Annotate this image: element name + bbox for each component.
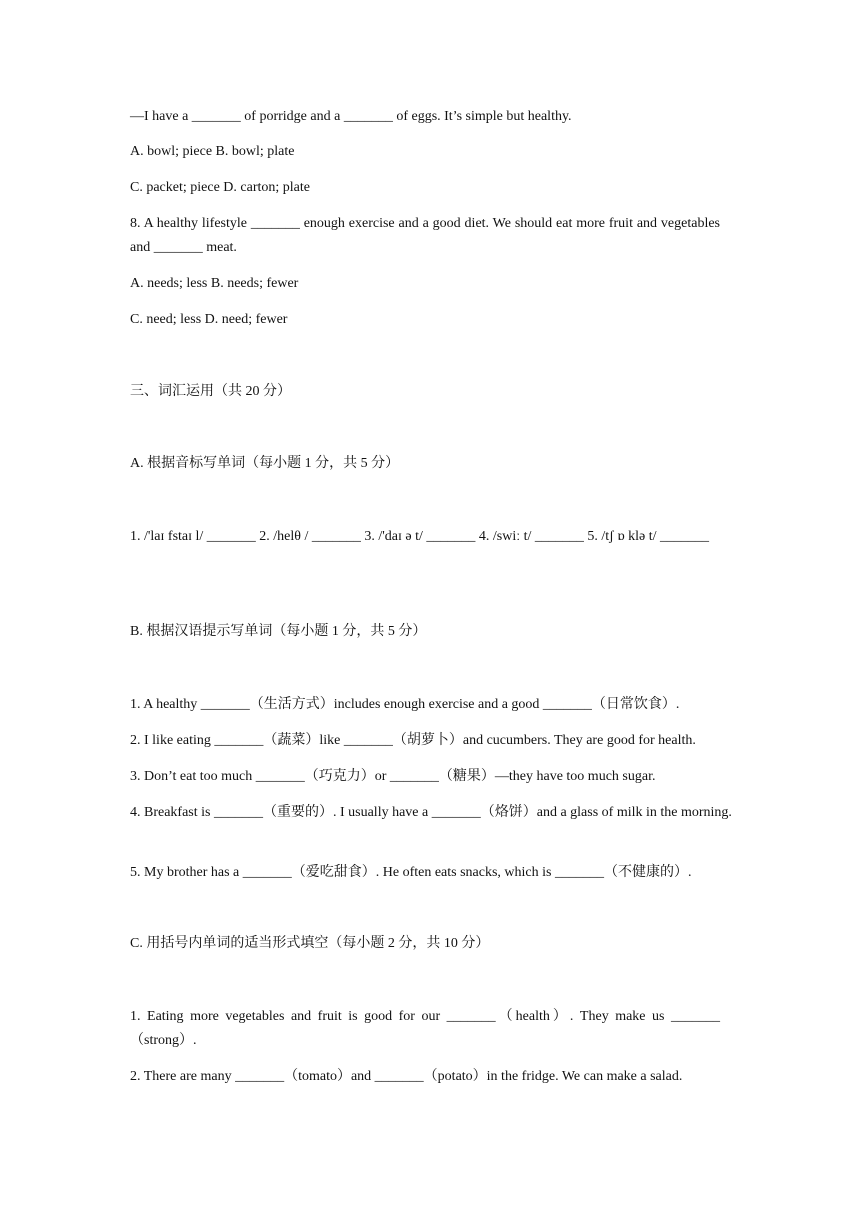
question-8-stem: 8. A healthy lifestyle _______ enough exercise and a good diet. We should eat more fruit and vegetables and _______ meat. bbox=[130, 216, 720, 255]
question-7-stem: —I have a _______ of porridge and a _______ of eggs. It’s simple but healthy. bbox=[130, 109, 572, 124]
question-7-options-ab: A. bowl; piece B. bowl; plate bbox=[130, 144, 295, 159]
section-3-title: 三、词汇运用（共 20 分） bbox=[130, 384, 291, 399]
part-b-item-3: 3. Don’t eat too much _______（巧克力）or _______（糖果）—they have too much sugar. bbox=[130, 769, 656, 784]
part-b-item-4: 4. Breakfast is _______（重要的）. I usually have a _______（烙饼）and a glass of milk in the morning. bbox=[130, 805, 732, 820]
part-c-item-2: 2. There are many _______（tomato）and _______（potato）in the fridge. We can make a salad. bbox=[130, 1069, 683, 1084]
question-8-options-ab: A. needs; less B. needs; fewer bbox=[130, 276, 299, 291]
part-c-item-1: 1. Eating more vegetables and fruit is good for our _______（health）. They make us _______（strong）. bbox=[130, 1009, 720, 1048]
part-b-item-5: 5. My brother has a _______（爱吃甜食）. He often eats snacks, which is _______（不健康的）. bbox=[130, 865, 692, 880]
part-a-title: A. 根据音标写单词（每小题 1 分，共 5 分） bbox=[130, 456, 400, 471]
part-b-title: B. 根据汉语提示写单词（每小题 1 分，共 5 分） bbox=[130, 624, 427, 639]
question-8-options-cd: C. need; less D. need; fewer bbox=[130, 312, 288, 327]
question-7-options-cd: C. packet; piece D. carton; plate bbox=[130, 180, 310, 195]
part-b-item-1: 1. A healthy _______（生活方式）includes enough exercise and a good _______（日常饮食）. bbox=[130, 697, 680, 712]
part-a-items: 1. /'laɪ fstaɪ l/ _______ 2. /helθ / _______ 3. /'daɪ ə t/ _______ 4. /swiː t/ _______ 5. /tʃ ɒ klə t/ _______ bbox=[130, 529, 710, 544]
part-b-item-2: 2. I like eating _______（蔬菜）like _______（胡萝卜）and cucumbers. They are good for health. bbox=[130, 733, 696, 748]
part-c-title: C. 用括号内单词的适当形式填空（每小题 2 分，共 10 分） bbox=[130, 936, 490, 951]
